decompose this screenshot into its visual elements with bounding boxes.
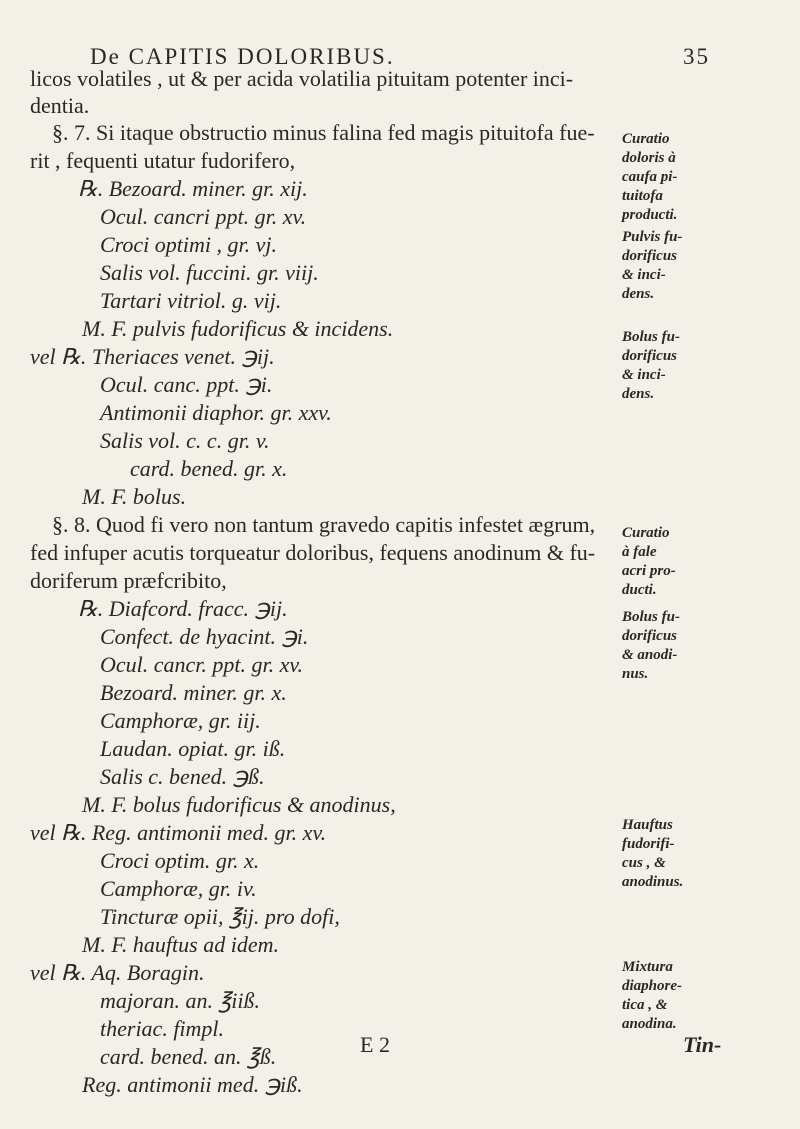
marginal-note-line: ducti. — [622, 582, 657, 598]
marginal-note-line: Bolus fu- — [622, 329, 680, 345]
marginal-note-line: Pulvis fu- — [622, 229, 683, 245]
marginal-note-line: producti. — [622, 207, 678, 223]
text-line: Antimonii diaphor. gr. xxv. — [100, 400, 332, 425]
text-line: licos volatiles , ut & per acida volatilia pituitam potenter inci- — [30, 66, 574, 91]
marginal-note-line: Hauftus — [622, 817, 673, 833]
text-line: vel ℞. Reg. antimonii med. gr. xv. — [30, 820, 327, 845]
marginal-note-line: anodinus. — [622, 874, 684, 890]
text-line: Salis vol. c. c. gr. v. — [100, 428, 270, 453]
marginal-note — [622, 608, 680, 684]
text-line: ℞. Diafcord. fracc. ℈ij. — [78, 596, 288, 621]
marginal-note-line: & inci- — [622, 367, 666, 383]
marginal-note-line: Mixtura — [622, 959, 673, 975]
text-line: Salis vol. fuccini. gr. viij. — [100, 260, 319, 285]
marginal-note-line: cus , & — [622, 855, 666, 871]
text-line: Bezoard. miner. gr. x. — [100, 680, 287, 705]
text-line: Laudan. opiat. gr. iß. — [100, 736, 286, 761]
text-line: Tincturæ opii, ℥ij. pro dofi, — [100, 904, 340, 929]
marginal-note-line: doloris à — [622, 150, 676, 166]
text-line: Croci optimi , gr. vj. — [100, 232, 278, 257]
text-line: rit , fequenti utatur fudorifero, — [30, 148, 296, 173]
marginal-note-line: à fale — [622, 544, 657, 560]
marginal-note-line: & inci- — [622, 267, 666, 283]
text-line: Reg. antimonii med. ℈iß. — [82, 1072, 303, 1097]
marginal-note-line: dorificus — [622, 628, 678, 644]
marginal-note-line: fudorifi- — [622, 836, 675, 852]
marginal-note-line: acri pro- — [622, 563, 676, 579]
text-line: Salis c. bened. ℈ß. — [100, 764, 265, 789]
marginal-note-line: dorificus — [622, 248, 678, 264]
text-line: M. F. bolus. — [82, 484, 187, 509]
marginal-note-line: Bolus fu- — [622, 609, 680, 625]
marginal-note-line: dorificus — [622, 348, 678, 364]
signature-mark: E 2 — [360, 1032, 390, 1057]
text-line: Tartari vitriol. g. vij. — [100, 288, 282, 313]
text-line: §. 8. Quod fi vero non tantum gravedo capitis infestet ægrum, — [52, 512, 596, 537]
text-line: card. bened. an. ℥ß. — [100, 1044, 277, 1069]
text-line: vel ℞. Theriaces venet. ℈ij. — [30, 344, 275, 369]
page-number: 35 — [683, 44, 710, 69]
marginal-note-line: Curatio — [622, 131, 670, 147]
marginal-note — [622, 958, 682, 1034]
text-line: ℞. Bezoard. miner. gr. xij. — [78, 176, 308, 201]
text-line: Camphoræ, gr. iv. — [100, 876, 257, 901]
text-line: Camphoræ, gr. iij. — [100, 708, 261, 733]
text-line: theriac. fimpl. — [100, 1016, 225, 1041]
text-line: M. F. pulvis fudorificus & incidens. — [82, 316, 394, 341]
marginal-note — [622, 228, 682, 304]
text-line: Ocul. canc. ppt. ℈i. — [100, 372, 273, 397]
text-line: vel ℞. Aq. Boragin. — [30, 960, 205, 985]
text-line: dentia. — [30, 93, 90, 118]
text-line: card. bened. gr. x. — [130, 456, 288, 481]
marginal-note-line: tuitofa — [622, 188, 663, 204]
text-line: Ocul. cancr. ppt. gr. xv. — [100, 652, 304, 677]
marginal-note-line: dens. — [622, 386, 655, 402]
marginal-note-line: nus. — [622, 666, 649, 682]
marginal-note — [622, 328, 680, 404]
marginal-note-line: caufa pi- — [622, 169, 678, 185]
marginal-note-line: diaphore- — [622, 978, 682, 994]
marginal-note-line: dens. — [622, 286, 655, 302]
marginal-note-line: anodina. — [622, 1016, 677, 1032]
marginal-note — [622, 130, 677, 225]
text-line: §. 7. Si itaque obstructio minus falina fed magis pituitofa fue- — [52, 120, 595, 145]
marginal-note-line: tica , & — [622, 997, 668, 1013]
marginal-note-line: & anodi- — [622, 647, 678, 663]
text-line: majoran. an. ℥iiß. — [100, 988, 260, 1013]
catchword: Tin- — [683, 1032, 722, 1057]
text-line: Ocul. cancri ppt. gr. xv. — [100, 204, 307, 229]
text-line: Croci optim. gr. x. — [100, 848, 260, 873]
marginal-note — [622, 524, 676, 600]
text-line: M. F. bolus fudorificus & anodinus, — [82, 792, 396, 817]
running-title: De CAPITIS DOLORIBUS. — [90, 44, 395, 69]
text-line: M. F. hauftus ad idem. — [82, 932, 279, 957]
text-line: fed infuper acutis torqueatur doloribus, fequens anodinum & fu- — [30, 540, 596, 565]
marginal-note-line: Curatio — [622, 525, 670, 541]
text-line: doriferum præfcribito, — [30, 568, 227, 593]
text-line: Confect. de hyacint. ℈i. — [100, 624, 309, 649]
marginal-note — [622, 816, 683, 892]
